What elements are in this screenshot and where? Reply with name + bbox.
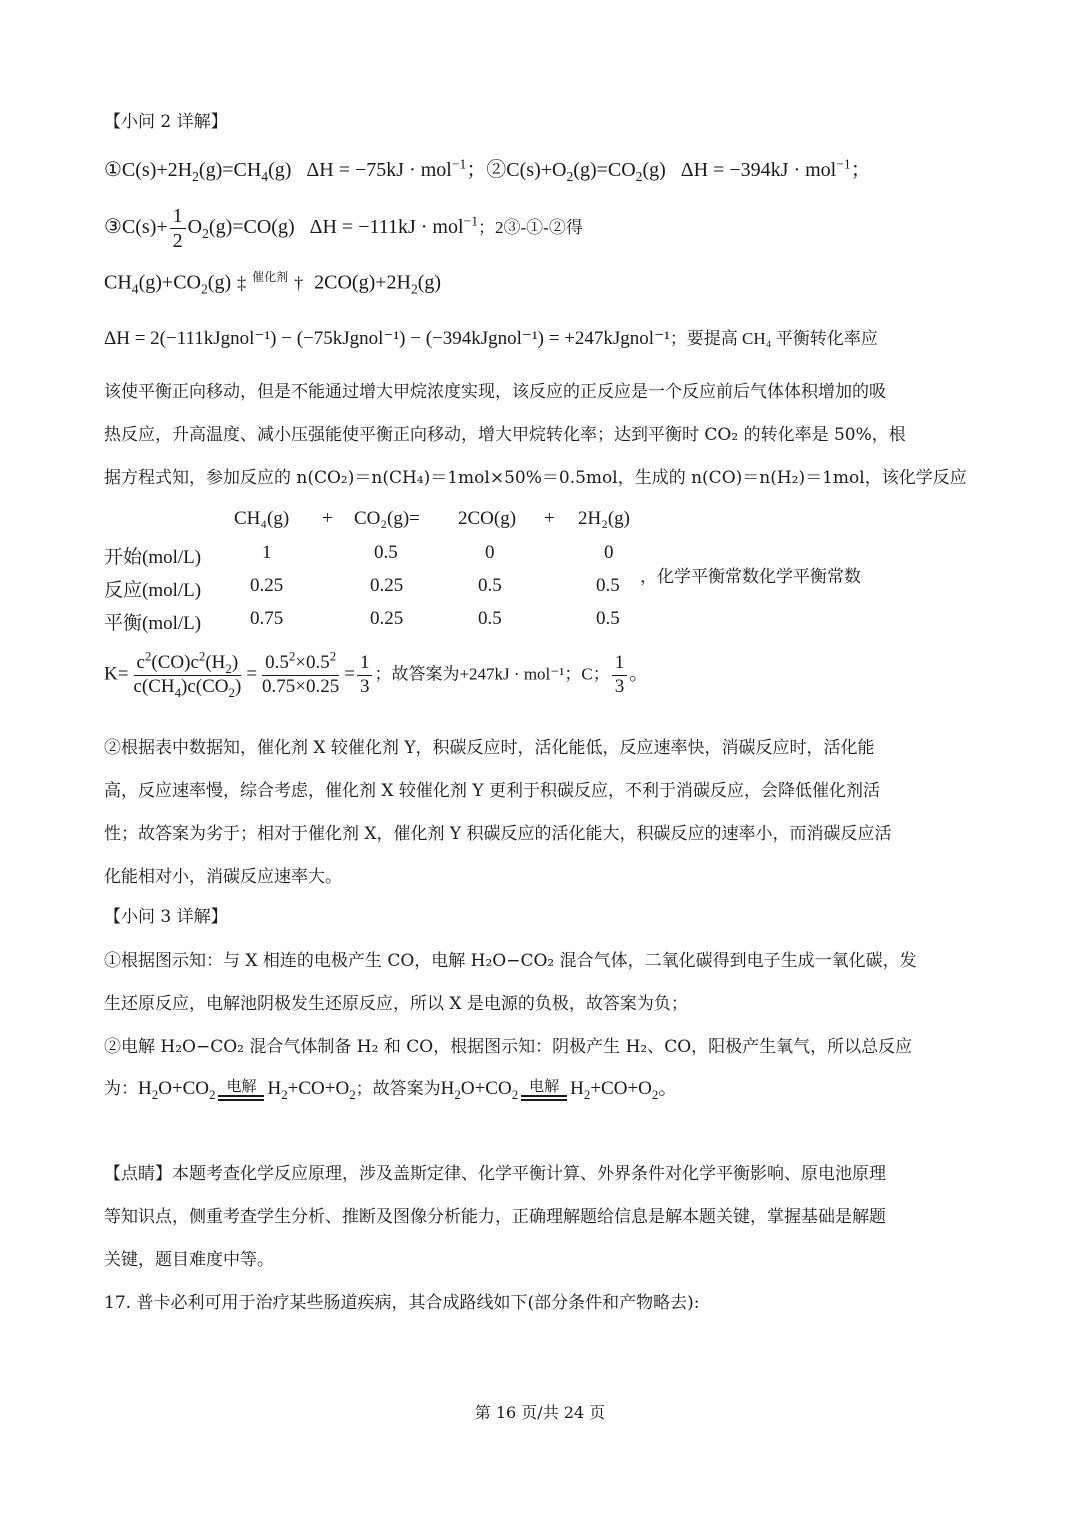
total-enthalpy: ΔH = 2(−111kJgnol⁻¹) − (−75kJgnol⁻¹) − (−394kJgnol⁻¹) = +247kJgnol⁻¹ bbox=[104, 328, 670, 349]
table-header-cell: CO₂(g)= bbox=[354, 508, 420, 529]
para3-line2: 生还原反应，电解池阴极发生还原反应，所以 X 是电源的负极，故答案为负； bbox=[104, 994, 688, 1014]
k-expression: K= $\frac{c^2(CO)c^2(H_2)}{c(CH_4)c(CO_2)}$ = $\frac{0.5^2\times 0.5^2}{0.75\times 0.25}$ = $\frac{1}{3}$ ；故答案为+247kJ · mol⁻¹；C； $\frac{1}{3}$ 。 bbox=[104, 648, 649, 700]
table-cell: 0.75 bbox=[250, 608, 284, 629]
q2-header: 【小问 2 详解】 bbox=[104, 112, 228, 132]
table-cell: 0 bbox=[485, 542, 495, 563]
equation-line-4 bbox=[104, 328, 1000, 351]
para1-line3: 据方程式知，参加反应的 n(CO₂)＝n(CH₄)＝1mol×50%＝0.5mol，生成的 n(CO)＝n(H₂)＝1mol，该化学反应 bbox=[104, 468, 967, 488]
para2-line1: ②根据表中数据知，催化剂 X 较催化剂 Y，积碳反应时，活化能低，反应速率快，消碳反应时，活化能 bbox=[104, 738, 875, 758]
table-cell: 1 bbox=[262, 542, 272, 563]
table-row-label: 反应(mol/L) bbox=[104, 580, 202, 601]
table-note: ，化学平衡常数化学平衡常数 bbox=[640, 567, 861, 587]
comment-line3: 关键，题目难度中等。 bbox=[104, 1250, 274, 1270]
comment-label: 【点睛】 bbox=[104, 1164, 172, 1184]
table-header-cell: + bbox=[544, 508, 555, 529]
table-header-cell: 2H₂(g) bbox=[578, 508, 630, 529]
para3-line1: ①根据图示知：与 X 相连的电极产生 CO，电解 H₂O−CO₂ 混合气体，二氧化碳得到电子生成一氧化碳，发 bbox=[104, 951, 917, 971]
para1-line2: 热反应，升高温度、减小压强能使平衡正向移动，增大甲烷转化率；达到平衡时 CO₂ 的转化率是 50%，根 bbox=[104, 425, 906, 445]
table-cell: 0.5 bbox=[596, 608, 620, 629]
comment-line1: 【点睛】本题考查化学反应原理，涉及盖斯定律、化学平衡计算、外界条件对化学平衡影响、原电池原理 bbox=[104, 1164, 886, 1184]
q3-header: 【小问 3 详解】 bbox=[104, 907, 228, 927]
para3-line4-prefix: 为： bbox=[104, 1079, 138, 1098]
table-cell: 0.25 bbox=[370, 575, 404, 596]
para2-line3: 性；故答案为劣于；相对于催化剂 X，催化剂 Y 积碳反应的活化能大，积碳反应的速率小，而消碳反应活 bbox=[104, 824, 892, 844]
table-row-label: 开始(mol/L) bbox=[104, 547, 202, 568]
comment-line2: 等知识点，侧重考查学生分析、推断及图像分析能力，正确理解题给信息是解本题关键，掌握基础是解题 bbox=[104, 1207, 886, 1227]
table-cell: 0.5 bbox=[478, 608, 502, 629]
k-answer: ；故答案为+247kJ · mol⁻¹；C； bbox=[374, 664, 610, 684]
combine-note: 2③-①-②得 bbox=[495, 218, 583, 238]
question-17: 17. 普卡必利可用于治疗某些肠道疾病，其合成路线如下(部分条件和产物略去): bbox=[104, 1293, 700, 1313]
dh-tail: ；要提高 CH₄ 平衡转化率应 bbox=[669, 329, 878, 348]
eq1-enthalpy: ΔH = −75kJ · mol bbox=[306, 159, 452, 181]
equation-line-3: $CH_4(g)+CO_2(g)$ ‡ $^{催化剂}$ † $2CO(g)+2H_2(g)$ bbox=[104, 270, 442, 297]
one-third-answer: $\frac{1}{3}$ bbox=[612, 652, 628, 699]
para3-line4-mid: ；故答案为 bbox=[355, 1079, 441, 1098]
k-fraction: $\frac{c^2(CO)c^2(H_2)}{c(CH_4)c(CO_2)}$ bbox=[133, 648, 242, 700]
para3-line3: ②电解 H₂O−CO₂ 混合气体制备 H₂ 和 CO，根据图示知：阴极产生 H₂、CO，阳极产生氧气，所以总反应 bbox=[104, 1037, 913, 1057]
para2-line4: 化能相对小，消碳反应速率大。 bbox=[104, 867, 342, 887]
eq2-enthalpy: ΔH = −394kJ · mol bbox=[680, 159, 837, 181]
table-header-cell: CH₄(g) bbox=[234, 508, 290, 529]
k-value-fraction: $\frac{0.5^2\times 0.5^2}{0.75\times 0.25}$ bbox=[262, 648, 340, 697]
table-header-cell: + bbox=[322, 508, 333, 529]
page-footer: 第 16 页/共 24 页 bbox=[474, 1403, 606, 1422]
table-cell: 0 bbox=[604, 542, 614, 563]
catalyst-condition: 催化剂 bbox=[252, 270, 289, 284]
table-cell: 0.5 bbox=[374, 542, 398, 563]
electrolysis-line: 为：$H_2O+CO_2$ 电解 $H_2+CO+O_2$；故答案为$H_2O+CO_2$ 电解 $H_2+CO+O_2$。 bbox=[104, 1078, 678, 1102]
para1-line1: 该使平衡正向移动，但是不能通过增大甲烷浓度实现，该反应的正反应是一个反应前后气体体积增加的吸 bbox=[104, 382, 886, 402]
one-third-fraction: $\frac{1}{3}$ bbox=[357, 652, 373, 699]
table-cell: 0.25 bbox=[250, 575, 284, 596]
half-fraction: $\frac{1}{2}$ bbox=[170, 204, 186, 253]
table-cell: 0.5 bbox=[596, 575, 620, 596]
table-cell: 0.25 bbox=[370, 608, 404, 629]
table-row-label: 平衡(mol/L) bbox=[104, 613, 202, 634]
eq3-enthalpy: ΔH = −111kJ · mol bbox=[309, 216, 464, 239]
electrolysis-arrow: 电解 bbox=[218, 1080, 264, 1101]
table-cell: 0.5 bbox=[478, 575, 502, 596]
electrolysis-arrow: 电解 bbox=[521, 1080, 567, 1101]
table-header-cell: 2CO(g) bbox=[458, 508, 517, 529]
para2-line2: 高，反应速率慢，综合考虑，催化剂 X 较催化剂 Y 更利于积碳反应，不利于消碳反应，会降低催化剂活 bbox=[104, 781, 880, 801]
reversible-arrow-icon: ‡ bbox=[237, 272, 247, 293]
equation-line-2: ③C(s)+ $\frac{1}{2}$ $O_2(g)=CO(g) \Delta H = -111kJ \cdot mol^{-1}$；2③-①-②得 bbox=[104, 205, 583, 252]
equation-line-1: $①C(s)+2H_2(g)=CH_4(g) \Delta H = -75kJ \cdot mol^{-1}$；$②C(s)+O_2(g)=CO_2(g) \Delta H = -394kJ \cdot mol^{-1}$； bbox=[104, 156, 871, 184]
